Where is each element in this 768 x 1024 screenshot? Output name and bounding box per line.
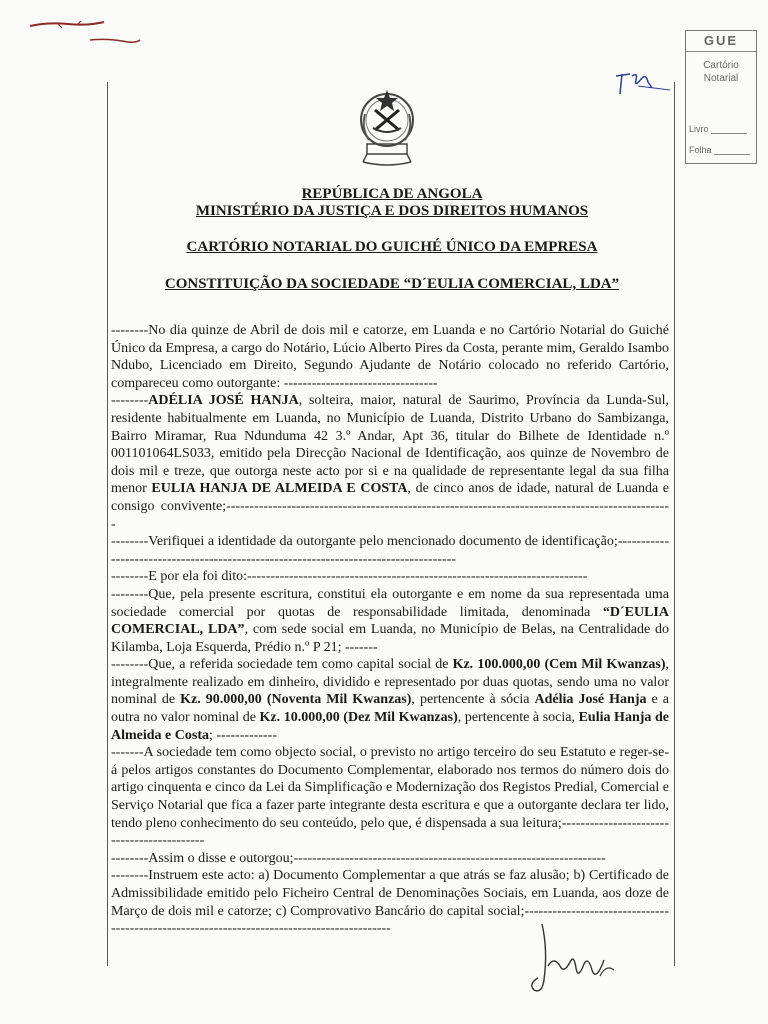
header-constituicao: CONSTITUIÇÃO DA SOCIEDADE “D´EULIA COMERCIAL, LDA” [164,276,620,292]
text-segment: -------A sociedade tem como objecto social, o previsto no artigo terceiro do seu Estatuto e reger-se-á pelos artigos constantes do Documento Complementar, elaborado nos termos do número dois do artigo cinquenta e cinco da Lei da Simplificação e Modernização dos Registos Predial, Comercial e Serviço Notarial que fica a fazer parte integrante desta escritura e que a outorgante declara ter lido, tendo pleno conhecimento do seu conteúdo, pelo que, é dispensada a sua leitura;------------------------------------------- [111,745,669,849]
angola-coat-of-arms-emblem [357,84,417,170]
bold-text-segment: Kz. 10.000,00 (Dez Mil Kwanzas) [259,710,458,726]
bold-text-segment: EULIA HANJA DE ALMEIDA E COSTA [151,481,408,497]
deed-paragraph [111,322,669,392]
text-segment: e a outra no valor nominal de [111,692,669,726]
header-ministerio: MINISTÉRIO DA JUSTIÇA E DOS DIREITOS HUMANOS [195,203,589,219]
handwritten-signature [514,920,634,1000]
stamp-livro-field [689,124,747,134]
stamp-title: GUE [686,31,756,52]
text-segment: --------Que, a referida sociedade tem como capital social de [111,657,453,673]
text-segment: , de cinco anos de idade, natural de Luanda e consigo convivente;------------------------------------------------------------------------------------------------ [111,481,669,532]
stamp-folha-field [689,145,750,155]
text-segment: --------E por ela foi dito:------------------------------------------------------------------------- [111,569,588,585]
text-segment: --------Assim o disse e outorgou;------------------------------------------------------------------- [111,850,606,866]
deed-paragraph [111,392,669,533]
bold-text-segment: Kz. 90.000,00 (Noventa Mil Kwanzas) [180,692,412,708]
bold-text-segment: Kz. 100.000,00 (Cem Mil Kwanzas) [452,657,666,673]
stamp-office-label [686,59,756,85]
text-segment: -------- [111,393,149,409]
text-segment: --------Que, pela presente escritura, constitui ela outorgante e em nome da sua representada uma sociedade comercial por quotas de responsabilidade limitada, denominada [111,586,669,620]
text-segment: --------Instruem este acto: a) Documento Complementar a que atrás se faz alusão; b) Certificado de Admissibilidade emitido pelo Ficheiro Central de Denominações Sociais, em Luanda, aos doze de Março de dois mil e catorze; c) Comprovativo Bancário do capital social;------------------------------------------------------------------------------------------- [111,868,669,937]
deed-paragraph [111,586,669,656]
bold-text-segment: ADÉLIA JOSÉ HANJA [148,393,299,409]
text-segment: --------Verifiquei a identidade da outorgante pelo mencionado documento de identificação;------------------------------------------------------------------------------------- [111,534,669,567]
deed-paragraph [111,533,669,568]
text-segment: , com sede social em Luanda, no Município de Belas, na Centralidade do Kilamba, Loja Esquerda, Prédio n.º P 21; ------- [111,622,670,655]
header-cartorio: CARTÓRIO NOTARIAL DO GUICHÉ ÚNICO DA EMPRESA [186,239,598,255]
right-margin-line [674,82,675,966]
stamp-livro-line [711,133,747,134]
notarial-stamp [685,30,757,164]
text-segment: , pertencente à socia, [457,710,579,726]
deed-paragraph [111,568,669,586]
text-segment: , solteira, maior, natural de Saurimo, Província da Lunda-Sul, residente habitualmente em Luanda, no Município de Luanda, Distrito Urbano do Sambizanga, Bairro Miramar, Rua Ndunduma 42 3.º Andar, Apt 36, titular do Bilhete de Identidade n.º 001101064LS033, emitido pela Direcção Nacional de Identificação, aos quinze de Novembro de dois mil e treze, que outorga neste acto por si e na qualidade de representante legal da sua filha menor [111,393,669,497]
deed-paragraph [111,744,669,850]
stamp-livro-label: Livro [689,124,709,134]
text-segment: , pertencente à sócia [411,692,535,708]
deed-body-text [111,322,669,938]
bold-text-segment: Eulia Hanja de Almeida e Costa [111,710,669,743]
stamp-office-line-2: Notarial [703,73,739,84]
bold-text-segment: “D´EULIA COMERCIAL, LDA” [111,604,669,638]
header-republica: REPÚBLICA DE ANGOLA [301,186,483,202]
deed-paragraph [111,656,669,744]
stamp-folha-label: Folha [689,145,712,155]
text-segment: , integralmente realizado em dinheiro, dividido e representado por duas quotas, sendo uma no valor nominal de [111,657,669,708]
handwritten-initials [612,70,672,100]
deed-paragraph [111,850,669,868]
stamp-office-line-1: Cartório [703,60,739,71]
text-segment: --------No dia quinze de Abril de dois mil e catorze, em Luanda e no Cartório Notarial do Guiché Único da Empresa, a cargo do Notário, Lúcio Alberto Pires da Costa, perante mim, Geraldo Isambo Ndubo, Licenciado em Direito, Segundo Ajudante de Notário colocado no referido Cartório, compareceu como outorgante: --------------------------------- [111,323,669,391]
corner-ink-mark [28,12,148,52]
bold-text-segment: Adélia José Hanja [534,692,647,708]
left-margin-line [107,82,108,966]
text-segment: ; ------------- [209,727,277,743]
stamp-folha-line [714,154,750,155]
